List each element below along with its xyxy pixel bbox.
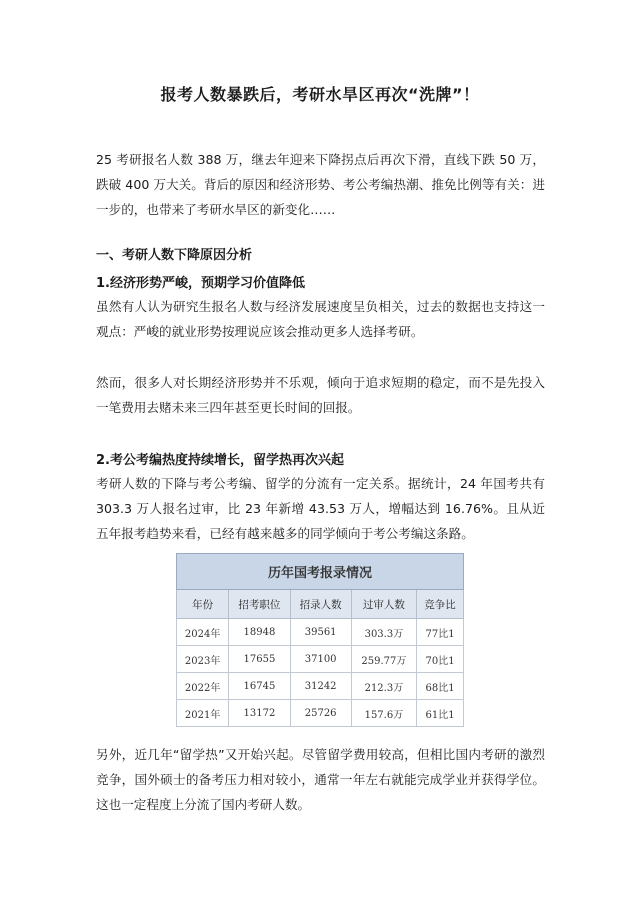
table-cell: 16745: [229, 673, 290, 700]
table-header-row: [177, 590, 464, 619]
table-cell: 303.3万: [351, 619, 416, 646]
column-header: 年份: [177, 590, 229, 619]
intro-paragraph: 25 考研报名人数 388 万，继去年迎来下降拐点后再次下滑，直线下跌 50 万，跌破 400 万大关。背后的原因和经济形势、考公考编热潮、推免比例等有关：进一步的，也带来了考研水旱区的新变化……: [96, 152, 545, 217]
subparagraph-2: 考研人数的下降与考公考编、留学的分流有一定关系。据统计，24 年国考共有 303.3 万人报名过审，比 23 年新增 43.53 万人，增幅达到 16.76%。且从近五年报考趋势来看，已经有越来越多的同学倾向于考公考编这条路。: [96, 476, 545, 541]
subparagraph-1a: 虽然有人认为研究生报名人数与经济发展速度呈负相关，过去的数据也支持这一观点：严峻的就业形势按理说应该会推动更多人选择考研。: [96, 299, 545, 339]
exam-stats-table: [176, 553, 464, 727]
table-row: [177, 673, 464, 700]
table-cell: 39561: [290, 619, 351, 646]
table-cell: 18948: [229, 619, 290, 646]
page-title: 报考人数暴跌后，考研水旱区再次“洗牌”！: [160, 85, 480, 104]
column-header: 过审人数: [351, 590, 416, 619]
section-heading-1: 一、考研人数下降原因分析: [96, 248, 253, 263]
table-cell: 157.6万: [351, 700, 416, 727]
table-cell: 25726: [290, 700, 351, 727]
table-caption: 历年国考报录情况: [177, 554, 464, 590]
table-cell: 61比1: [417, 700, 464, 727]
table-cell: 68比1: [417, 673, 464, 700]
table-cell: 2023年: [177, 646, 229, 673]
table-row: [177, 619, 464, 646]
column-header: 竞争比: [417, 590, 464, 619]
table-row: [177, 700, 464, 727]
table-cell: 2021年: [177, 700, 229, 727]
table-cell: 13172: [229, 700, 290, 727]
column-header: 招录人数: [290, 590, 351, 619]
table-cell: 70比1: [417, 646, 464, 673]
table-cell: 259.77万: [351, 646, 416, 673]
table-cell: 212.3万: [351, 673, 416, 700]
subheading-1: 1.经济形势严峻，预期学习价值降低: [96, 276, 305, 291]
table-cell: 17655: [229, 646, 290, 673]
table-cell: 77比1: [417, 619, 464, 646]
table-row: [177, 646, 464, 673]
subheading-2: 2.考公考编热度持续增长，留学热再次兴起: [96, 453, 344, 468]
subparagraph-1b: 然而，很多人对长期经济形势并不乐观，倾向于追求短期的稳定，而不是先投入一笔费用去赌未来三四年甚至更长时间的回报。: [96, 375, 545, 415]
closing-paragraph: 另外，近几年“留学热”又开始兴起。尽管留学费用较高，但相比国内考研的激烈竞争，国外硕士的备考压力相对较小，通常一年左右就能完成学业并获得学位。这也一定程度上分流了国内考研人数。: [96, 747, 545, 812]
table-cell: 37100: [290, 646, 351, 673]
column-header: 招考职位: [229, 590, 290, 619]
table-cell: 2022年: [177, 673, 229, 700]
table-cell: 2024年: [177, 619, 229, 646]
table-cell: 31242: [290, 673, 351, 700]
